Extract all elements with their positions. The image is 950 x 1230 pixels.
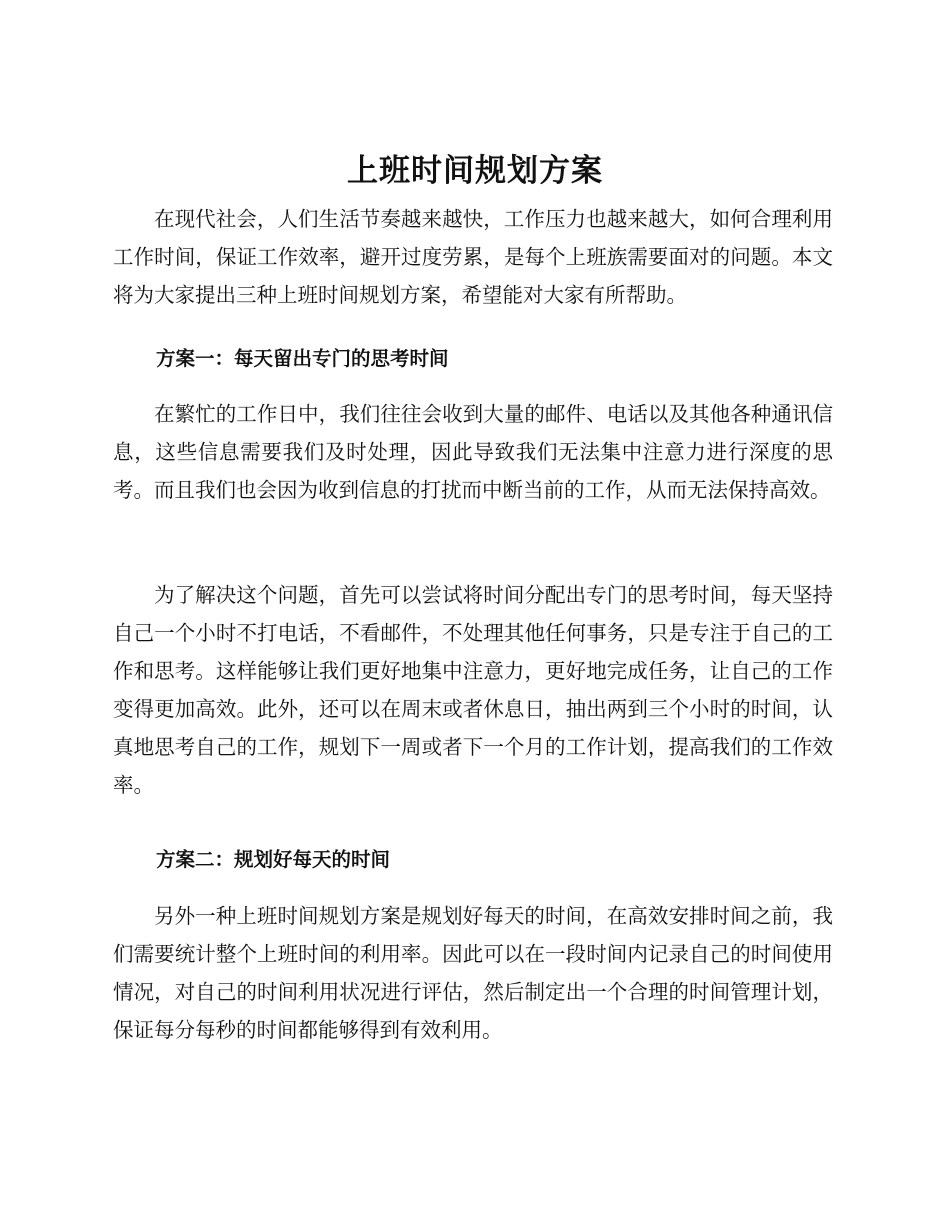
section-one-paragraph-1: 在繁忙的工作日中，我们往往会收到大量的邮件、电话以及其他各种通讯信息，这些信息需要我们及时处理，因此导致我们无法集中注意力进行深度的思考。而且我们也会因为收到信息的打扰而中断当前的工作，从而无法保持高效。 bbox=[113, 402, 833, 502]
intro-paragraph: 在现代社会，人们生活节奏越来越快，工作压力也越来越大，如何合理利用工作时间，保证工作效率，避开过度劳累，是每个上班族需要面对的问题。本文将为大家提出三种上班时间规划方案，希望能对大家有所帮助。 bbox=[113, 207, 833, 307]
section-heading-plan-two: 方案二：规划好每天的时间 bbox=[156, 848, 391, 871]
section-two-paragraph-1: 另外一种上班时间规划方案是规划好每天的时间，在高效安排时间之前，我们需要统计整个上班时间的利用率。因此可以在一段时间内记录自己的时间使用情况，对自己的时间利用状况进行评估，然后制定出一个合理的时间管理计划，保证每分每秒的时间都能够得到有效利用。 bbox=[113, 904, 833, 1042]
document-title: 上班时间规划方案 bbox=[347, 153, 603, 189]
section-one-paragraph-2: 为了解决这个问题，首先可以尝试将时间分配出专门的思考时间，每天坚持自己一个小时不打电话，不看邮件，不处理其他任何事务，只是专注于自己的工作和思考。这样能够让我们更好地集中注意力，更好地完成任务，让自己的工作变得更加高效。此外，还可以在周末或者休息日，抽出两到三个小时的时间，认真地思考自己的工作，规划下一周或者下一个月的工作计划，提高我们的工作效率。 bbox=[113, 583, 833, 797]
section-heading-plan-one: 方案一：每天留出专门的思考时间 bbox=[156, 347, 449, 370]
